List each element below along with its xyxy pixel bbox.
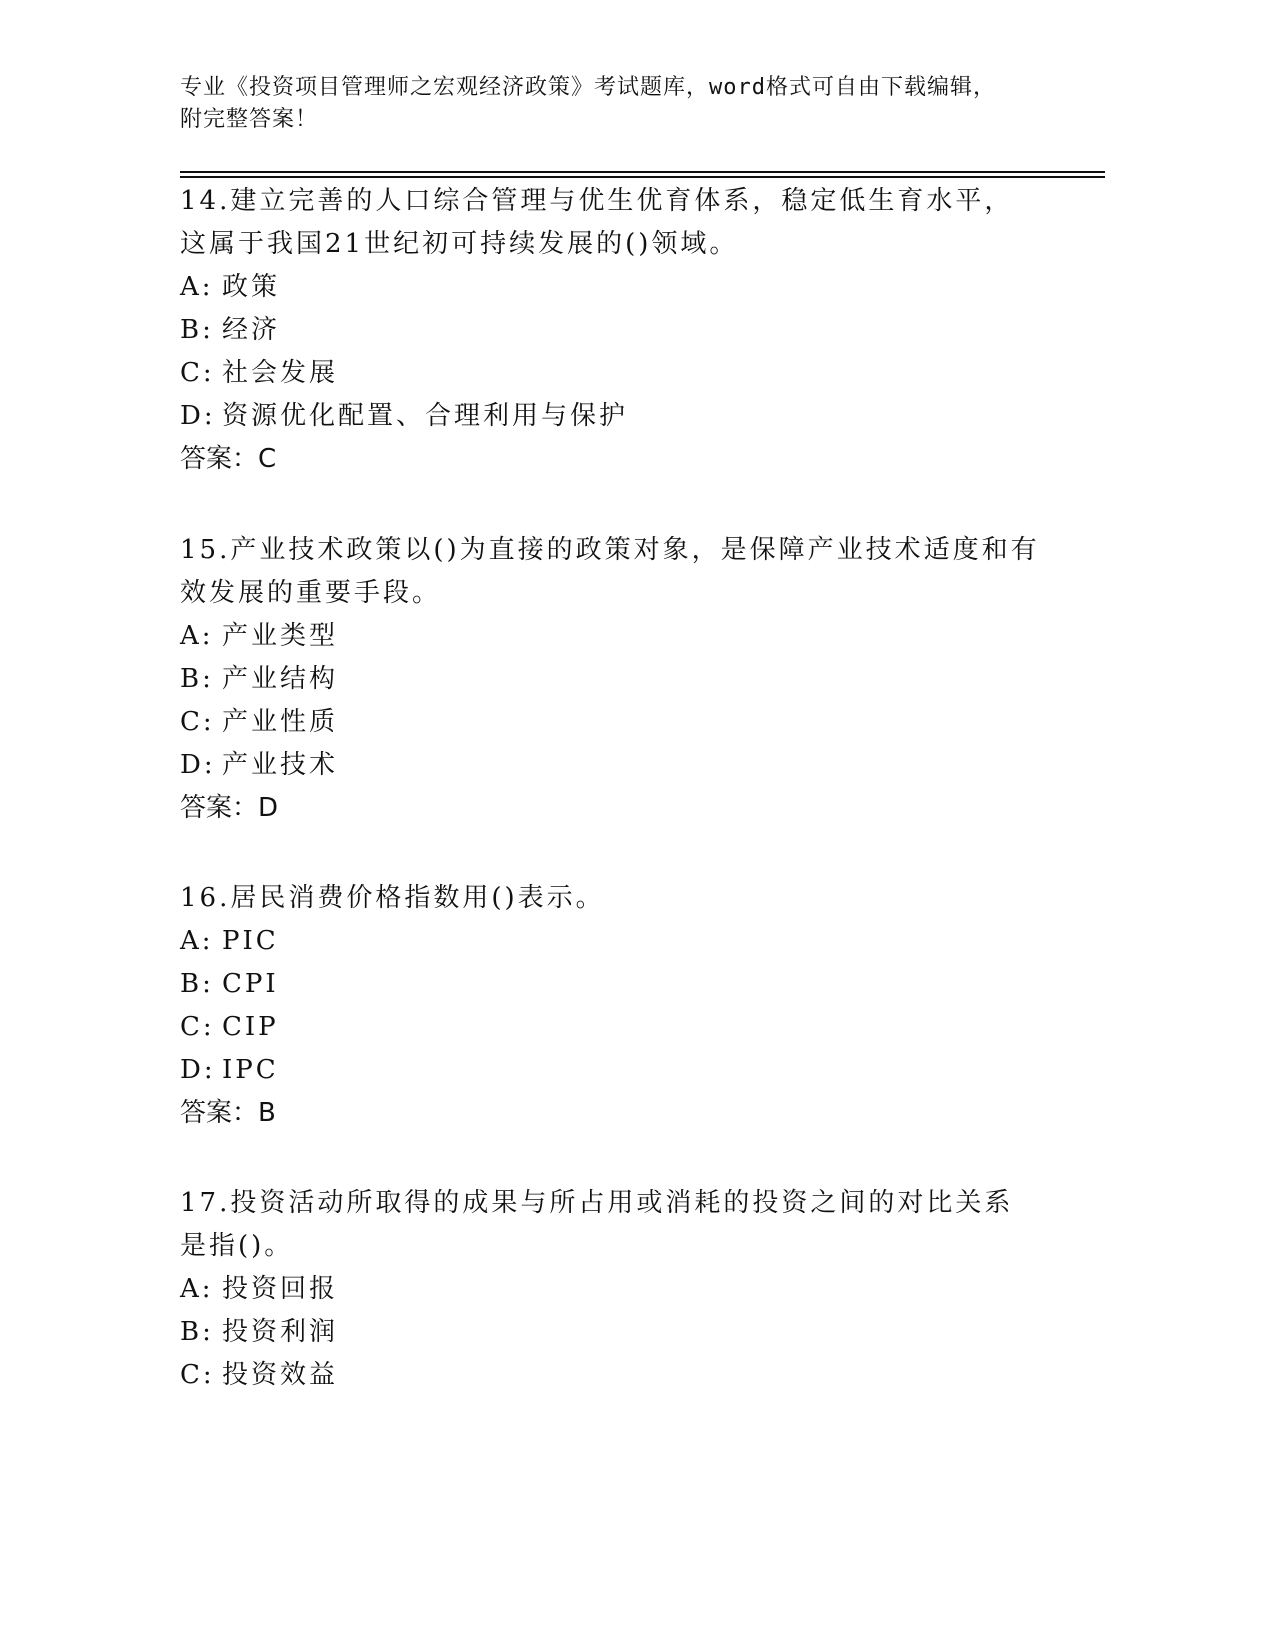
option-text: 投资回报 <box>222 1274 339 1304</box>
option-text: 产业类型 <box>222 621 339 651</box>
header-divider-bottom <box>180 176 1105 178</box>
option-key: D: <box>180 1055 216 1085</box>
question-stem: 15.产业技术政策以()为直接的政策对象，是保障产业技术适度和有效发展的重要手段。 <box>180 535 1040 608</box>
question-stem: 14.建立完善的人口综合管理与优生优育体系，稳定低生育水平，这属于我国21世纪初可持续发展的()领域。 <box>180 186 1014 259</box>
option-key: C: <box>180 707 215 737</box>
option-key: A: <box>180 621 214 651</box>
option-text: 资源优化配置、合理利用与保护 <box>222 401 629 431</box>
option-text: CIP <box>222 1012 279 1042</box>
option-key: A: <box>180 1274 214 1304</box>
option-text: IPC <box>222 1055 279 1085</box>
option-text: 社会发展 <box>222 358 339 388</box>
option-text: 投资效益 <box>222 1360 339 1390</box>
option-d <box>180 744 1040 787</box>
option-key: C: <box>180 1360 215 1390</box>
option-a <box>180 266 1040 309</box>
option-b <box>180 309 1040 352</box>
option-a <box>180 615 1040 658</box>
option-text: 产业技术 <box>222 750 339 780</box>
header-line-1: 专业《投资项目管理师之宏观经济政策》考试题库，word格式可自由下载编辑， <box>180 75 996 100</box>
answer-line: 答案：B <box>180 1098 276 1128</box>
option-text: CPI <box>222 969 279 999</box>
option-key: B: <box>180 969 214 999</box>
option-a <box>180 1268 1040 1311</box>
option-text: PIC <box>222 926 279 956</box>
answer-line: 答案：D <box>180 793 279 823</box>
question-17 <box>180 1182 1040 1397</box>
option-key: A: <box>180 272 214 302</box>
option-text: 投资利润 <box>222 1317 339 1347</box>
option-d <box>180 395 1040 438</box>
option-key: C: <box>180 1012 215 1042</box>
option-b <box>180 658 1040 701</box>
option-c <box>180 1354 1040 1397</box>
answer-line: 答案：C <box>180 444 277 474</box>
option-key: B: <box>180 315 214 345</box>
header-line-2: 附完整答案！ <box>180 107 319 132</box>
option-b <box>180 963 1040 1006</box>
option-key: B: <box>180 664 214 694</box>
option-key: C: <box>180 358 215 388</box>
question-stem: 17.投资活动所取得的成果与所占用或消耗的投资之间的对比关系是指()。 <box>180 1188 1014 1261</box>
option-text: 产业性质 <box>222 707 339 737</box>
question-14 <box>180 180 1040 481</box>
option-a <box>180 920 1040 963</box>
option-c <box>180 352 1040 395</box>
header-divider-top <box>180 171 1105 173</box>
document-header <box>180 72 1060 136</box>
option-c <box>180 701 1040 744</box>
question-15 <box>180 529 1040 830</box>
option-text: 政策 <box>222 272 281 302</box>
option-key: A: <box>180 926 214 956</box>
question-16 <box>180 877 1040 1135</box>
option-key: D: <box>180 401 216 431</box>
option-key: D: <box>180 750 216 780</box>
option-text: 经济 <box>222 315 281 345</box>
option-key: B: <box>180 1317 214 1347</box>
question-stem: 16.居民消费价格指数用()表示。 <box>180 883 605 913</box>
option-b <box>180 1311 1040 1354</box>
option-text: 产业结构 <box>222 664 339 694</box>
option-d <box>180 1049 1040 1092</box>
option-c <box>180 1006 1040 1049</box>
